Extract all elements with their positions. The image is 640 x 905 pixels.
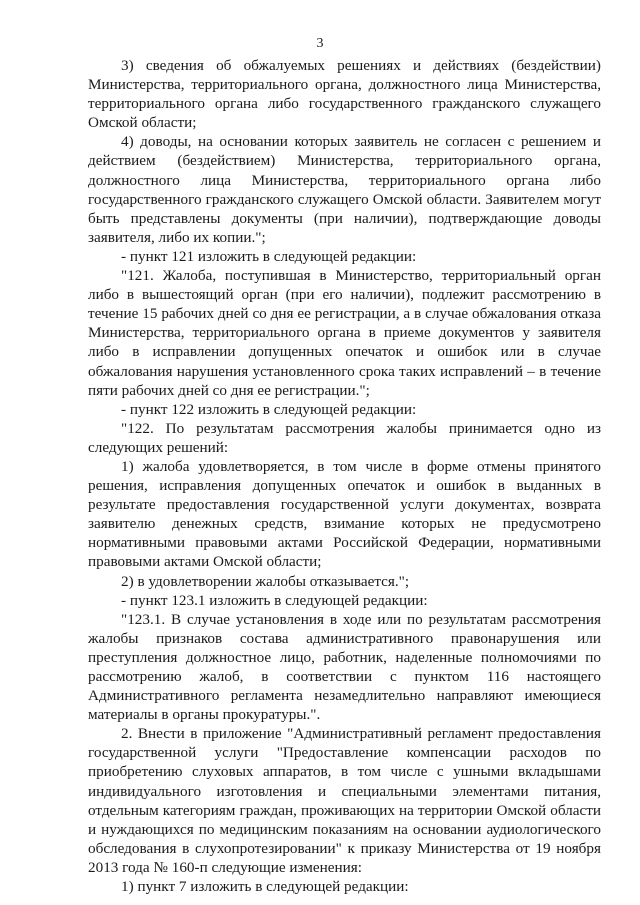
paragraph: "121. Жалоба, поступившая в Министерство, территориальный орган либо в вышестоящий орган (при его наличии), подлежит рассмотрению в течение 15 рабочих дней со дня ее регистрации, а в случае обжалования отказа Министерства, территориального органа в приеме документов у заявителя либо в исправлении допущенных опечаток и ошибок или в случае обжалования нарушения установленного срока таких исправлений – в течение пяти рабочих дней со дня ее регистрации."; <box>88 267 601 399</box>
document-body <box>88 56 601 896</box>
paragraph: - пункт 123.1 изложить в следующей редакции: <box>121 591 428 609</box>
paragraph: 4) доводы, на основании которых заявитель не согласен с решением и действием (бездействием) Министерства, территориального органа, должностного лица Министерства, территориального органа либо государственного гражданского служащего Омской области. Заявителем могут быть представлены документы (при наличии), подтверждающие доводы заявителя, либо их копии."; <box>88 133 601 246</box>
paragraph: "123.1. В случае установления в ходе или по результатам рассмотрения жалобы признаков состава административного правонарушения или преступления должностное лицо, работник, наделенные полномочиями по рассмотрению жалоб, в соответствии с пунктом 116 настоящего Административного регламента незамедлительно направляют имеющиеся материалы в органы прокуратуры.". <box>88 610 601 724</box>
paragraph: 1) пункт 7 изложить в следующей редакции: <box>121 878 409 896</box>
paragraph: - пункт 122 изложить в следующей редакции: <box>121 400 417 418</box>
page-number: 3 <box>316 36 324 51</box>
paragraph: 2. Внести в приложение "Административный регламент предоставления государственной услуги "Предоставление компенсации расходов по приобретению слуховых аппаратов, в том числе с ушными вкладышами индивидуального изготовления и специальными элементами питания, отдельным категориям граждан, проживающих на территории Омской области и нуждающихся по медицинским показаниям на основании аудиологического обследования в слухопротезировании" к приказу Министерства от 19 ноября 2013 года № 160-п следующие изменения: <box>88 725 601 876</box>
paragraph: 1) жалоба удовлетворяется, в том числе в форме отмены принятого решения, исправления допущенных опечаток и ошибок в выданных в результате предоставления государственной услуги документах, возврата заявителю денежных средств, взимание которых не предусмотрено нормативными правовыми актами Российской Федерации, нормативными правовыми актами Омской области; <box>88 457 601 571</box>
paragraph: 3) сведения об обжалуемых решениях и действиях (бездействии) Министерства, территориального органа, должностного лица Министерства, территориального органа либо государственного гражданского служащего Омской области; <box>88 57 601 132</box>
paragraph: 2) в удовлетворении жалобы отказывается."; <box>121 572 410 590</box>
paragraph: "122. По результатам рассмотрения жалобы принимается одно из следующих решений: <box>88 419 601 456</box>
paragraph: - пункт 121 изложить в следующей редакции: <box>121 247 417 265</box>
